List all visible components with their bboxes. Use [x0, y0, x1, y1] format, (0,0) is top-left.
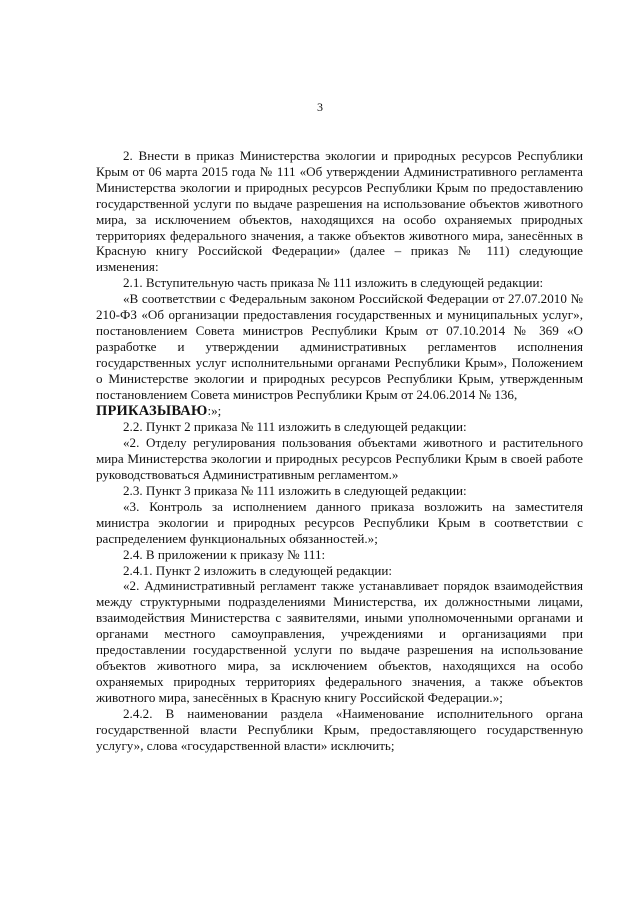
paragraph-item-2-3-quote: «3. Контроль за исполнением данного приказа возложить на заместителя министра экологии и природных ресурсов Республики Крым в соответствии с распределением функциональных обязанностей.»; [96, 498, 583, 546]
paragraph-item-2-4-1-quote: «2. Административный регламент также устанавливает порядок взаимодействия между структурными подразделениями Министерства, их должностными лицами, взаимодействия Министерства с заявителями, иными уполномоченными органами и органами местного самоуправления, учреждениями и организациями при предоставлении государственной услуги по выдаче разрешения на использование объектов животного мира, за исключением объектов, находящихся на особо охраняемых природных территориях федерального значения, а также объектов животного мира, занесённых в Красную книгу Российской Федерации.»; [96, 578, 583, 705]
order-word-tail: :»; [207, 402, 222, 418]
paragraph-item-2-3: 2.3. Пункт 3 приказа № 111 изложить в следующей редакции: [123, 483, 467, 499]
document-body [96, 148, 583, 753]
paragraph-item-2-2-quote: «2. Отделу регулирования пользования объектами животного и растительного мира Министерства экологии и природных ресурсов Республики Крым в своей работе руководствоваться Административным регламентом.» [96, 435, 583, 483]
paragraph-item-2: 2. Внести в приказ Министерства экологии и природных ресурсов Республики Крым от 06 марта 2015 года № 111 «Об утверждении Административного регламента Министерства экологии и природных ресурсов Республики Крым по предоставлению государственной услуги по выдаче разрешения на использование объектов животного мира, за исключением объектов, находящихся на особо охраняемых природных территориях федерального значения, а также объектов животного мира, занесённых в Красную книгу Российской Федерации» (далее – приказ № 111) следующие изменения: [96, 148, 583, 275]
page-number: 3 [317, 100, 323, 114]
paragraph-item-2-4: 2.4. В приложении к приказу № 111: [123, 546, 326, 562]
order-word: ПРИКАЗЫВАЮ [96, 402, 208, 419]
paragraph-item-2-4-1: 2.4.1. Пункт 2 изложить в следующей редакции: [123, 562, 392, 578]
paragraph-item-2-4-2: 2.4.2. В наименовании раздела «Наименование исполнительного органа государственной власти Республики Крым, предоставляющего государственную услугу», слова «государственной власти» исключить; [96, 705, 583, 753]
paragraph-item-2-1: 2.1. Вступительную часть приказа № 111 изложить в следующей редакции: [123, 275, 544, 291]
paragraph-item-2-2: 2.2. Пункт 2 приказа № 111 изложить в следующей редакции: [123, 419, 467, 435]
paragraph-intro-quote: «В соответствии с Федеральным законом Российской Федерации от 27.07.2010 № 210-ФЗ «Об организации предоставления государственных и муниципальных услуг», постановлением Совета министров Республики Крым от 07.10.2014 № 369 «О разработке и утверждении административных регламентов исполнения государственных услуг исполнительными органами Республики Крым», Положением о Министерстве экологии и природных ресурсов Республики Крым, утвержденным постановлением Совета министров Республики Крым от 24.06.2014 № 136, [96, 291, 583, 402]
paragraph-order-word [96, 403, 583, 420]
